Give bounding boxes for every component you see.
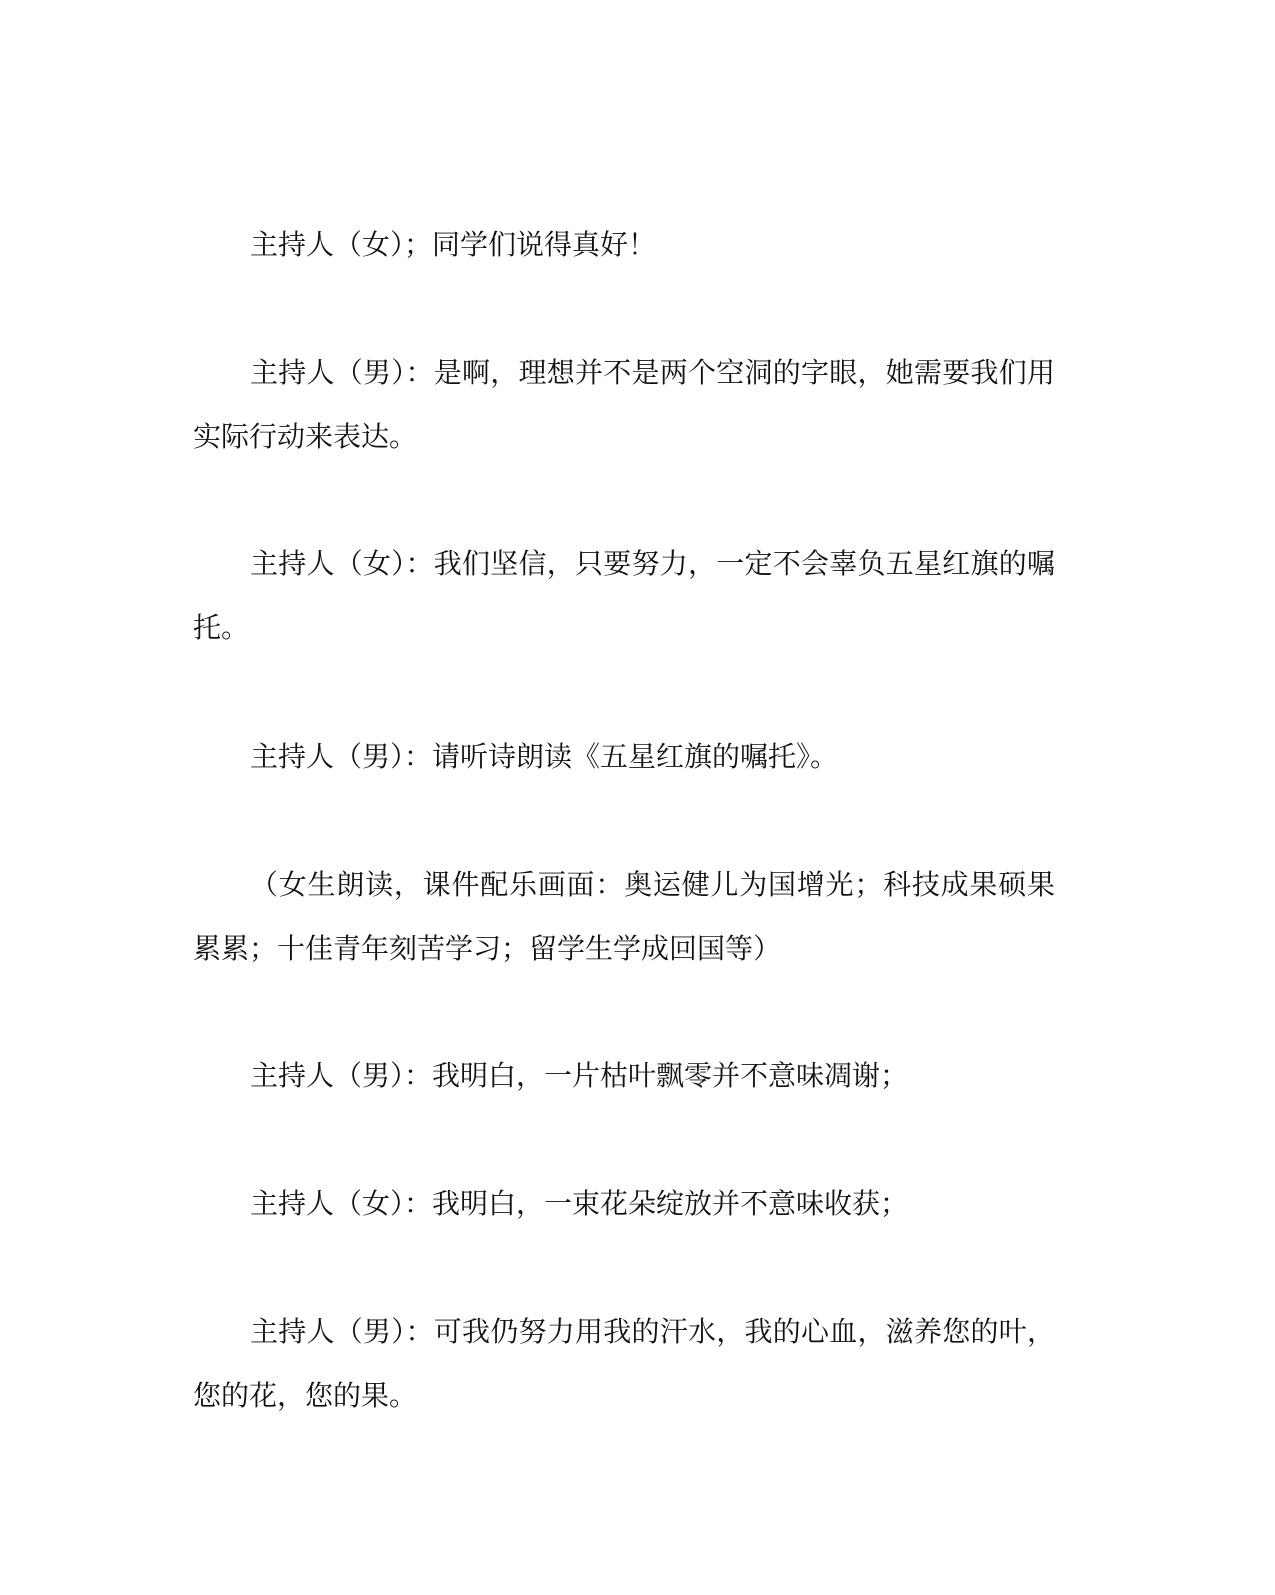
paragraph-7: 主持人（女）：我明白，一束花朵绽放并不意味收获；	[250, 1187, 909, 1220]
paragraph-2: 主持人（男）：是啊，理想并不是两个空洞的字眼，她需要我们用实际行动来表达。	[193, 356, 1055, 453]
paragraph-1: 主持人（女）；同学们说得真好！	[250, 228, 657, 261]
paragraph-4: 主持人（男）：请听诗朗读《五星红旗的嘱托》。	[250, 740, 839, 773]
paragraph-8: 主持人（男）：可我仍努力用我的汗水，我的心血，滋养您的叶，您的花，您的果。	[193, 1315, 1055, 1412]
paragraph-6: 主持人（男）：我明白，一片枯叶飘零并不意味凋谢；	[250, 1059, 909, 1092]
paragraph-5: （女生朗读，课件配乐画面：奥运健儿为国增光；科技成果硕果累累；十佳青年刻苦学习；留学生学成回国等）	[193, 868, 1055, 965]
paragraph-3: 主持人（女）：我们坚信，只要努力，一定不会辜负五星红旗的嘱托。	[193, 547, 1055, 644]
